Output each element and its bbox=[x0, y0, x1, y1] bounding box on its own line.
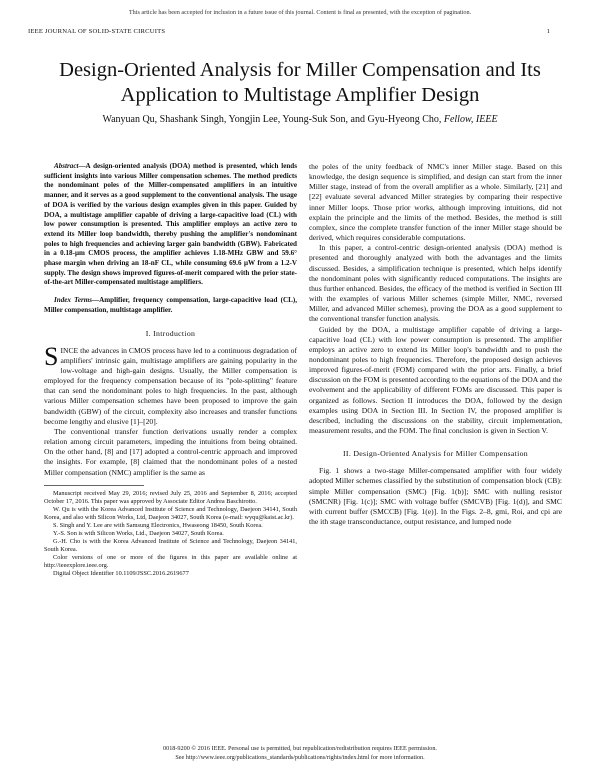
abstract bbox=[44, 162, 297, 288]
running-head: IEEE JOURNAL OF SOLID-STATE CIRCUITS bbox=[28, 28, 166, 35]
body-paragraph: Fig. 1 shows a two-stage Miller-compensated amplifier with four widely adopted Miller schemes classified by the substitution of compensation block (CB): simple Miller compensation (SMC) [Fig. 1(b)]; SMC with nulling resistor (SMCNR) [Fig. 1(c)]; SMC with voltage buffer (SMCVB) [Fig. 1(d)], and SMC with current buffer (SMCCB) [Fig. 1(e)]. In the Figs. 2–8, gmi, Roi, and cpi are the ith stage transconductance, output resistance, and lumped node bbox=[309, 466, 562, 526]
copyright-line: 0018-9200 © 2016 IEEE. Personal use is permitted, but republication/redistribution requires IEEE permission. bbox=[163, 745, 437, 752]
left-column bbox=[44, 162, 297, 578]
index-terms-text: —Amplifier, frequency compensation, large-capacitive load (CL), Miller compensation, multistage amplifier. bbox=[44, 296, 297, 314]
drop-cap: S bbox=[44, 341, 59, 371]
intro-paragraph-2: The conventional transfer function derivations usually render a complex relation among circuit parameters, impeding the intuitions from being obtained. On the other hand, [8] and [17] adopted a control-centric approach and improved the insights. For example, [8] claimed that the nondominant poles of a nested Miller compensation (NMC) amplifier is the same as bbox=[44, 426, 297, 477]
paper-title: Design-Oriented Analysis for Miller Compensation and Its Application to Multistage Amplifier Design bbox=[59, 59, 541, 106]
author-names: Wanyuan Qu, Shashank Singh, Yongjin Lee, Young-Suk Son, and Gyu-Hyeong Cho, bbox=[102, 114, 442, 125]
index-terms-label: Index Terms bbox=[54, 296, 93, 305]
footnote: W. Qu is with the Korea Advanced Institute of Science and Technology, Daejeon 34141, South Korea, and also with Silicon Works, Ltd, Daejeon 34027, South Korea (e-mail: wyqu@kaist.ac.kr). bbox=[44, 505, 297, 521]
section-heading-doa: II. Design-Oriented Analysis for Miller Compensation bbox=[343, 449, 528, 459]
intro-paragraph-1-text: INCE the advances in CMOS process have led to a continuous degradation of amplifiers' intrinsic gain, multistage amplifiers are gaining popularity in the low-voltage and high-gain designs. Usually, the Miller compensation is employed for the frequency compensation because of its "pole-splitting" feature that can send the nondominant poles to high frequencies. In the past, although various Miller compensation schemes have been proposed to improve the gain bandwidth (GBW) of the circuit, complexity also increases and transfer functions become lengthy and elusive [1]–[20]. bbox=[44, 345, 297, 426]
body-paragraph: Guided by the DOA, a multistage amplifier capable of driving a large-capacitive load (CL) with low power consumption is presented. The amplifier employs an active zero to extend its Miller loop's bandwidth and to push the nondominant poles to high frequencies. Therefore, the proposed design achieves improved figures-of-merit (FOM) compared with the prior arts. Finally, a brief discussion on the FOM is presented according to the equations of the DOA and the evolvement and the applicability of different FOMs are discussed. This paper is organized as follows. Section II introduces the DOA, followed by the design examples using DOA in Section III. In Section IV, the proposed amplifier is described, including the discussions on the stability, circuit implementation, measurement results, and the FOM. The final conclusion is given in Section V. bbox=[309, 324, 562, 436]
intro-paragraph-1 bbox=[44, 341, 297, 427]
footnote: G.-H. Cho is with the Korea Advanced Institute of Science and Technology, Daejeon 34141, South Korea. bbox=[44, 537, 297, 553]
footnote-rule bbox=[44, 485, 144, 486]
abstract-text: —A design-oriented analysis (DOA) method is presented, which lends sufficient insights into various Miller compensation schemes. The method predicts the nondominant poles of the Miller-compensated amplifiers in an intuitive manner, and it serves as a good supplement to the conventional analysis. The usage of DOA is verified by the various design examples given in this paper. Guided by DOA, a multistage amplifier capable of driving a large-capacitive load (CL) with low power consumption is presented. This amplifier employs an active zero to extend its Miller loop bandwidth, thereby pushing the amplifier's nondominant poles to high frequencies and achieving larger gain bandwidth (GBW). Fabricated in a 0.18-μm CMOS process, the amplifier achieves 1.18-MHz GBW and 59.6° phase margin when driving an 18-nF CL, while consuming 69.6 μW from a 1.2-V supply. The design shows improved figures-of-merit compared with the prior state-of-the-art Miller-compensated multistage amplifiers. bbox=[44, 162, 297, 287]
footnote: Manuscript received May 29, 2016; revised July 25, 2016 and September 8, 2016; accepted October 17, 2016. This paper was approved by Associate Editor Andrea Baschirotto. bbox=[44, 489, 297, 505]
footnotes bbox=[44, 490, 297, 578]
footnote: S. Singh and Y. Lee are with Samsung Electronics, Hwaseong 18450, South Korea. bbox=[53, 521, 263, 529]
acceptance-banner: This article has been accepted for inclusion in a future issue of this journal. Content is final as presented, with the exception of pagination. bbox=[128, 9, 472, 16]
body-paragraph: the poles of the unity feedback of NMC's inner Miller stage. Based on this knowledge, the design sequence is simplified, and design can start from the inner Miller stage, instead of from the overall amplifier as a whole. Similarly, [21] and [22] evaluate several advanced Miller strategies by comparing their respective inner Miller loops. Those prior works, although improving intuitions, did not explain the principle and the limits of the method. Besides, the method is still complex, since the complete transfer function of the inner Miller stage should be derived, which requires considerable computations. bbox=[309, 162, 562, 243]
page-number: 1 bbox=[546, 28, 550, 35]
author-line bbox=[20, 114, 580, 125]
body-paragraph: In this paper, a control-centric design-oriented analysis (DOA) method is presented and thoroughly analyzed with both the advantages and the limits discussed. Besides, a simplification technique is presented, which helps identify the nondominant poles with significantly reduced computations. The insights are thus further enhanced. Besides, the efficacy of the method is verified in Section III with the examples of various Miller schemes (simple Miller, NMC, reversed Miller, and advanced Miller schemes), proving the DOA as a good supplement to the conventional transfer function analysis. bbox=[309, 243, 562, 324]
footnote: Y.-S. Son is with Silicon Works, Ltd., Daejeon 34027, South Korea. bbox=[53, 529, 224, 537]
footnote: Digital Object Identifier 10.1109/JSSC.2016.2619677 bbox=[53, 569, 189, 577]
section-heading-intro: I. Introduction bbox=[145, 328, 196, 338]
copyright-footer bbox=[40, 745, 560, 762]
rights-link-line: See http://www.ieee.org/publications_standards/publications/rights/index.html for more information. bbox=[175, 753, 425, 761]
right-column bbox=[309, 162, 562, 527]
footnote: Color versions of one or more of the figures in this paper are available online at http://ieeexplore.ieee.org. bbox=[44, 553, 297, 569]
abstract-label: Abstract bbox=[54, 162, 79, 170]
index-terms bbox=[44, 296, 297, 315]
author-suffix: Fellow, IEEE bbox=[443, 114, 498, 125]
